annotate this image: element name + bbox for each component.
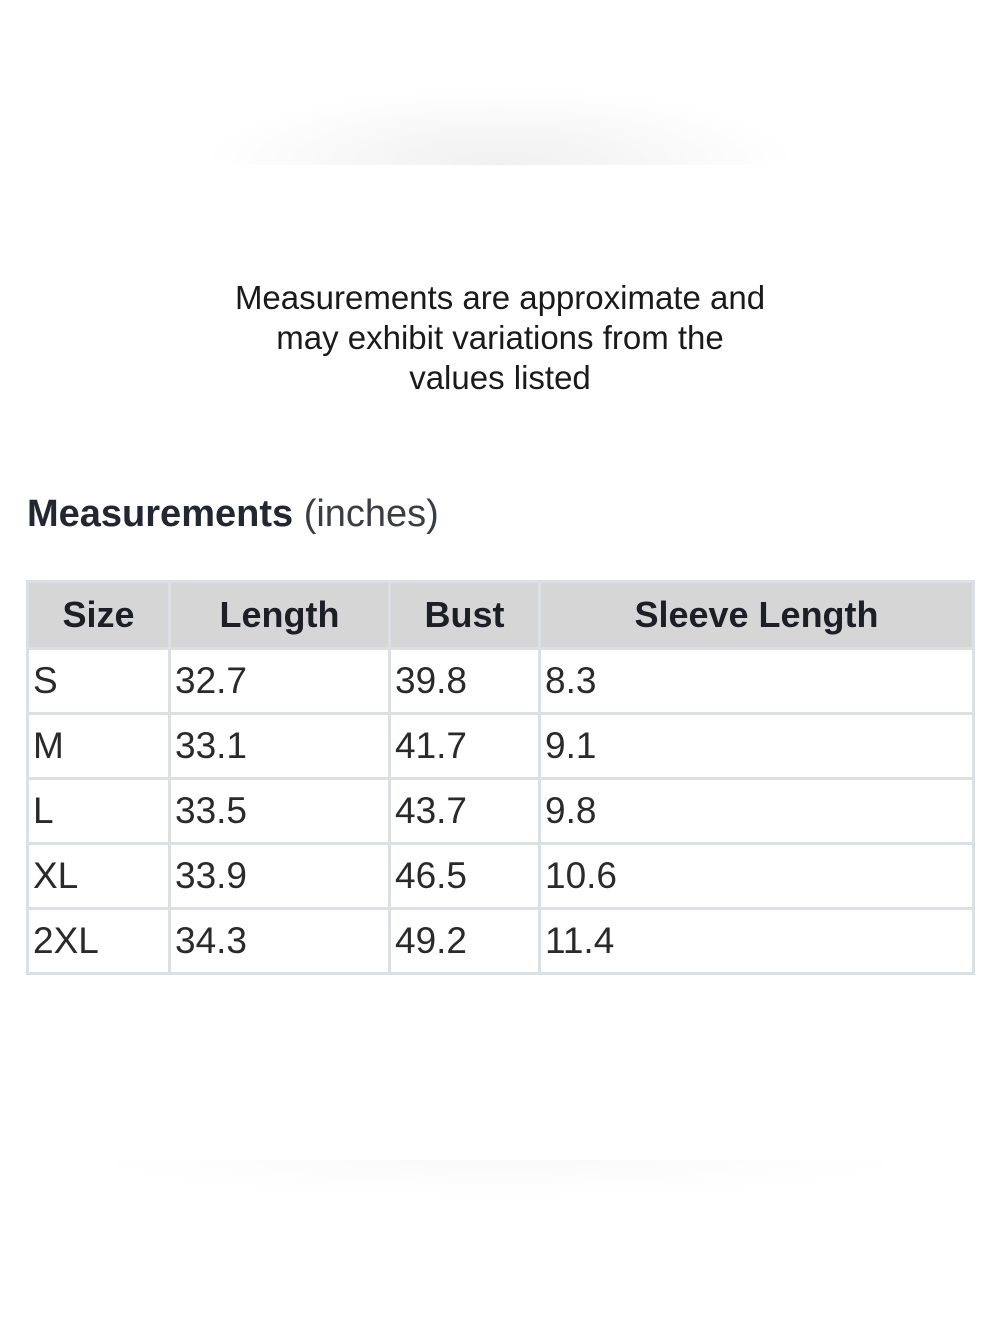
column-header-size: Size bbox=[28, 582, 170, 649]
table-row bbox=[28, 714, 974, 779]
table-header-row bbox=[28, 582, 974, 649]
table-row bbox=[28, 779, 974, 844]
cell-bust: 46.5 bbox=[390, 844, 540, 909]
disclaimer-line: Measurements are approximate and bbox=[234, 279, 766, 316]
cell-sleeve-length: 10.6 bbox=[540, 844, 974, 909]
cell-length: 32.7 bbox=[170, 649, 390, 714]
cell-sleeve-length: 9.1 bbox=[540, 714, 974, 779]
cell-size: M bbox=[28, 714, 170, 779]
disclaimer-line: may exhibit variations from the bbox=[276, 319, 724, 356]
measurement-disclaimer bbox=[200, 278, 800, 398]
bottom-image-shadow bbox=[0, 1160, 1000, 1330]
cell-bust: 43.7 bbox=[390, 779, 540, 844]
table-row bbox=[28, 649, 974, 714]
size-chart-table bbox=[26, 580, 975, 975]
cell-length: 33.9 bbox=[170, 844, 390, 909]
cell-bust: 41.7 bbox=[390, 714, 540, 779]
cell-size: XL bbox=[28, 844, 170, 909]
cell-sleeve-length: 8.3 bbox=[540, 649, 974, 714]
cell-size: S bbox=[28, 649, 170, 714]
disclaimer-line: values listed bbox=[409, 359, 591, 396]
table-row bbox=[28, 909, 974, 974]
cell-sleeve-length: 11.4 bbox=[540, 909, 974, 974]
heading-unit: (inches) bbox=[303, 493, 439, 535]
cell-length: 33.1 bbox=[170, 714, 390, 779]
cell-sleeve-length: 9.8 bbox=[540, 779, 974, 844]
column-header-bust: Bust bbox=[390, 582, 540, 649]
column-header-sleeve-length: Sleeve Length bbox=[540, 582, 974, 649]
cell-size: 2XL bbox=[28, 909, 170, 974]
heading-title: Measurements bbox=[27, 493, 294, 535]
table-row bbox=[28, 844, 974, 909]
cell-size: L bbox=[28, 779, 170, 844]
column-header-length: Length bbox=[170, 582, 390, 649]
top-image-shadow bbox=[110, 0, 890, 165]
cell-bust: 39.8 bbox=[390, 649, 540, 714]
section-heading bbox=[27, 490, 439, 538]
cell-length: 34.3 bbox=[170, 909, 390, 974]
cell-bust: 49.2 bbox=[390, 909, 540, 974]
cell-length: 33.5 bbox=[170, 779, 390, 844]
